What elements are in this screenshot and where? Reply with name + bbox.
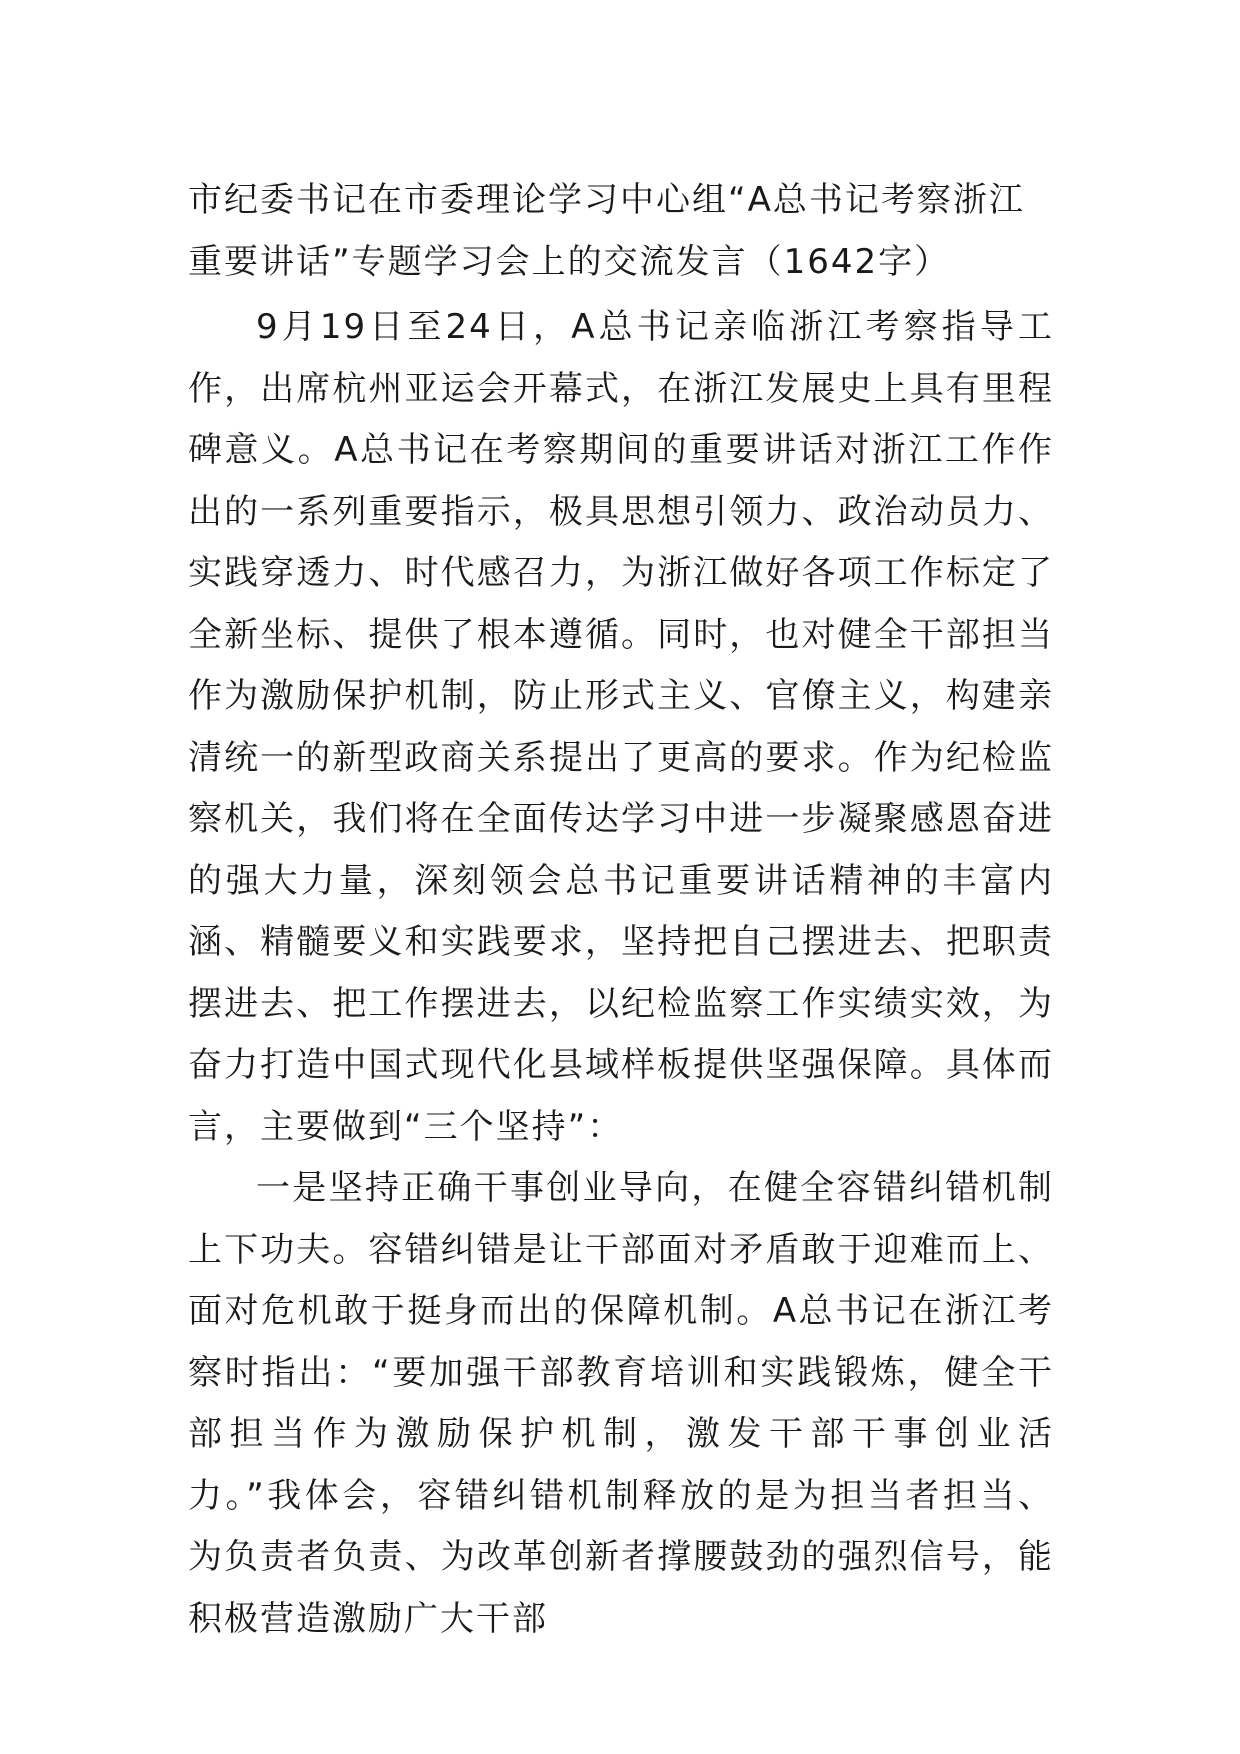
paragraph-point-one: 一是坚持正确干事创业导向，在健全容错纠错机制上下功夫。容错纠错是让干部面对矛盾敢于迎难而上、面对危机敢于挺身而出的保障机制。A总书记在浙江考察时指出：“要加强干部教育培训和实践锻炼，健全干部担当作为激励保护机制，激发干部干事创业活力。”我体会，容错纠错机制释放的是为担当者担当、为负责者负责、为改革创新者撑腰鼓劲的强烈信号，能积极营造激励广大干部 <box>188 1168 1054 1639</box>
document-body <box>188 170 1054 1650</box>
document-title: 市纪委书记在市委理论学习中心组“A总书记考察浙江重要讲话”专题学习会上的交流发言（1642字） <box>188 180 1025 282</box>
paragraph-intro: 9月19日至24日，A总书记亲临浙江考察指导工作，出席杭州亚运会开幕式，在浙江发展史上具有里程碑意义。A总书记在考察期间的重要讲话对浙江工作作出的一系列重要指示，极具思想引领力、政治动员力、实践穿透力、时代感召力，为浙江做好各项工作标定了全新坐标、提供了根本遵循。同时，也对健全干部担当作为激励保护机制，防止形式主义、官僚主义，构建亲清统一的新型政商关系提出了更高的要求。作为纪检监察机关，我们将在全面传达学习中进一步凝聚感恩奋进的强大力量，深刻领会总书记重要讲话精神的丰富内涵、精髓要义和实践要求，坚持把自己摆进去、把职责摆进去、把工作摆进去，以纪检监察工作实绩实效，为奋力打造中国式现代化县域样板提供坚强保障。具体而言，主要做到“三个坚持”： <box>188 307 1054 1147</box>
